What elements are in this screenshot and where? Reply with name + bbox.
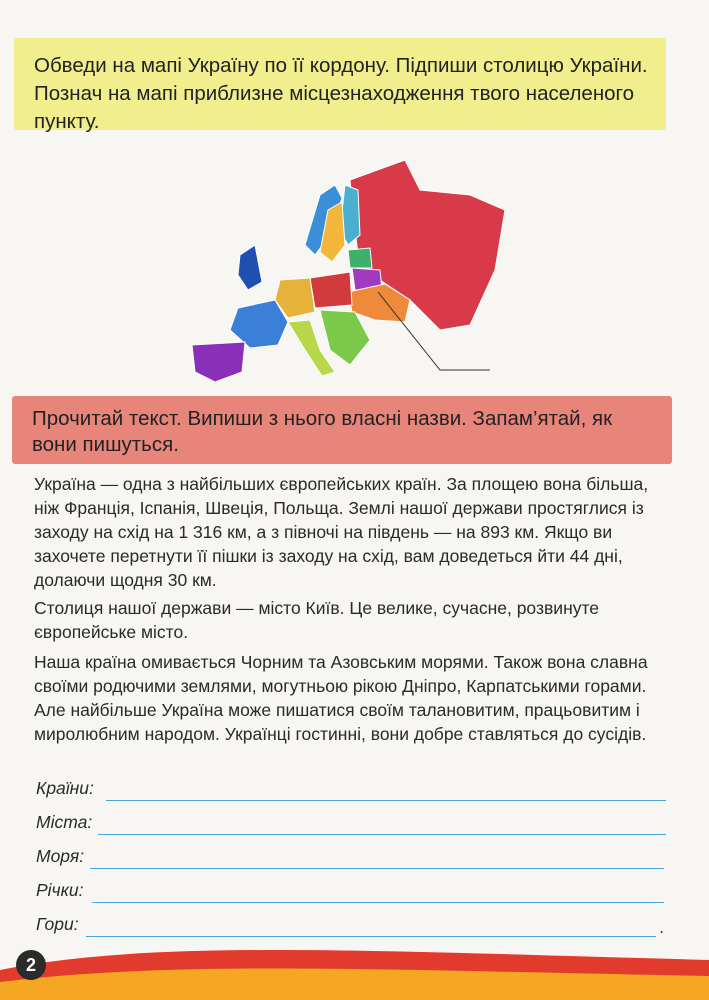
map-region-france — [230, 300, 288, 348]
answer-row-seas — [30, 844, 670, 878]
map-region-spain — [192, 342, 245, 382]
answer-label-rivers: Річки: — [36, 880, 84, 900]
answer-line-countries[interactable] — [106, 800, 666, 801]
answer-line-rivers[interactable] — [92, 902, 664, 903]
task-1-box — [14, 38, 666, 133]
map-region-poland — [310, 272, 352, 308]
answer-line-seas[interactable] — [90, 868, 664, 869]
answer-line-cities[interactable] — [98, 834, 666, 835]
answer-label-seas: Моря: — [36, 846, 85, 866]
answer-row-cities — [30, 810, 670, 844]
paragraph-1: Україна — одна з найбільших європейських країн. За площею вона більша, ніж Франція, Іспанія, Швеція, Польща. Землі нашої держави простяглися із заходу на схід на 1 316 км, а з півночі на південь — на 893 км. Якщо ви захочете перетнути її пішки із заходу на схід, вам доведеться йти 44 дні, долаючи щодня 30 км. — [34, 474, 649, 590]
map-region-baltics — [348, 248, 372, 268]
answer-row-rivers — [30, 878, 670, 912]
task-1-text: Обведи на мапі Україну по її кордону. Підпиши столицю України. Познач на мапі приблизне місцезнаходження твого населеного пункту. — [34, 54, 648, 133]
task-2-text: Прочитай текст. Випиши з нього власні назви. Запам’ятай, як вони пишуться. — [32, 407, 613, 456]
page-number: 2 — [16, 950, 46, 980]
paragraph-2: Столиця нашої держави — місто Київ. Це велике, сучасне, розвинуте європейське місто. — [34, 598, 600, 642]
answer-end-mark: . — [659, 918, 664, 937]
answer-row-countries — [30, 776, 670, 810]
answer-label-cities: Міста: — [36, 812, 93, 832]
footer-decoration — [0, 930, 709, 1000]
answer-label-countries: Країни: — [36, 778, 94, 798]
task-2-box — [12, 396, 672, 464]
paragraph-3: Наша країна омивається Чорним та Азовським морями. Також вона славна своїми родючими землями, могутньою рікою Дніпро, Карпатськими горами. Але найбільше Україна може пишатися своїм талановитим, працьовитим і миролюбним народом. Українці гостинні, вони добре ставляться до сусідів. — [34, 652, 648, 744]
answer-label-mountains: Гори: — [36, 914, 79, 934]
map-region-balkans — [320, 310, 370, 365]
map-region-uk — [238, 245, 262, 290]
europe-map — [170, 150, 510, 390]
answer-lines — [30, 776, 670, 946]
